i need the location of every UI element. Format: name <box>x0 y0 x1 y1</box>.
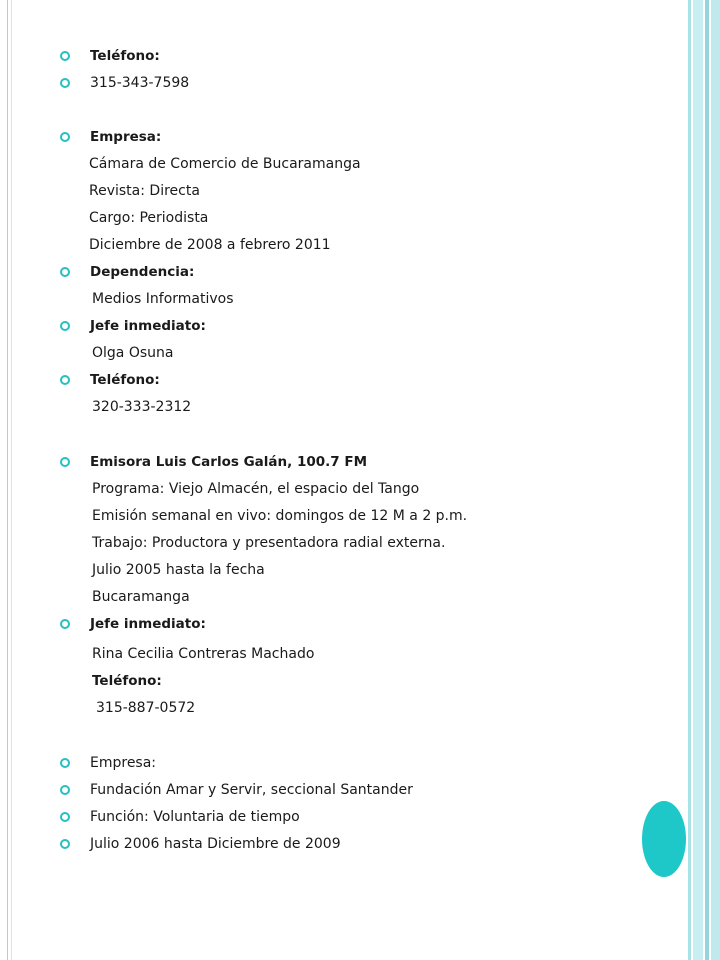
bullet-icon <box>60 785 70 795</box>
phone-value: 315-343-7598 <box>90 75 190 91</box>
date-range: Julio 2006 hasta Diciembre de 2009 <box>90 836 341 852</box>
foundation-name: Fundación Amar y Servir, seccional Santander <box>90 782 413 798</box>
bullet-icon <box>60 839 70 849</box>
date-range: Julio 2005 hasta la fecha <box>92 562 265 578</box>
stripe <box>693 0 703 960</box>
stripe <box>711 0 720 960</box>
label-dependencia: Dependencia: <box>90 264 195 280</box>
phone-value: 320-333-2312 <box>92 399 192 415</box>
label-emisora: Emisora Luis Carlos Galán, 100.7 FM <box>90 454 368 470</box>
program: Programa: Viejo Almacén, el espacio del Tango <box>92 481 420 497</box>
decorative-oval <box>642 801 686 877</box>
department: Medios Informativos <box>92 291 234 307</box>
label-telefono: Teléfono: <box>90 48 160 64</box>
label-telefono: Teléfono: <box>92 673 162 689</box>
right-decorative-stripes <box>688 0 720 960</box>
left-border-line-inner <box>11 0 12 960</box>
phone-value: 315-887-0572 <box>96 700 196 716</box>
bullet-icon <box>60 51 70 61</box>
label-telefono: Teléfono: <box>90 372 160 388</box>
bullet-icon <box>60 321 70 331</box>
label-jefe: Jefe inmediato: <box>90 318 206 334</box>
bullet-icon <box>60 375 70 385</box>
stripe <box>688 0 691 960</box>
bullet-icon <box>60 619 70 629</box>
job-title: Cargo: Periodista <box>89 210 209 226</box>
boss-name: Olga Osuna <box>92 345 174 361</box>
bullet-icon <box>60 267 70 277</box>
left-border-line <box>7 0 8 960</box>
company-name: Cámara de Comercio de Bucaramanga <box>89 156 361 172</box>
label-empresa: Empresa: <box>90 755 157 771</box>
boss-name: Rina Cecilia Contreras Machado <box>92 646 315 662</box>
job-description: Trabajo: Productora y presentadora radial externa. <box>92 535 446 551</box>
date-range: Diciembre de 2008 a febrero 2011 <box>89 237 331 253</box>
function: Función: Voluntaria de tiempo <box>90 809 300 825</box>
bullet-icon <box>60 812 70 822</box>
label-jefe: Jefe inmediato: <box>90 616 206 632</box>
magazine: Revista: Directa <box>89 183 200 199</box>
stripe <box>705 0 709 960</box>
bullet-icon <box>60 457 70 467</box>
city: Bucaramanga <box>92 589 190 605</box>
bullet-icon <box>60 78 70 88</box>
bullet-icon <box>60 758 70 768</box>
bullet-icon <box>60 132 70 142</box>
label-empresa: Empresa: <box>90 129 162 145</box>
broadcast-schedule: Emisión semanal en vivo: domingos de 12 M a 2 p.m. <box>92 508 468 524</box>
